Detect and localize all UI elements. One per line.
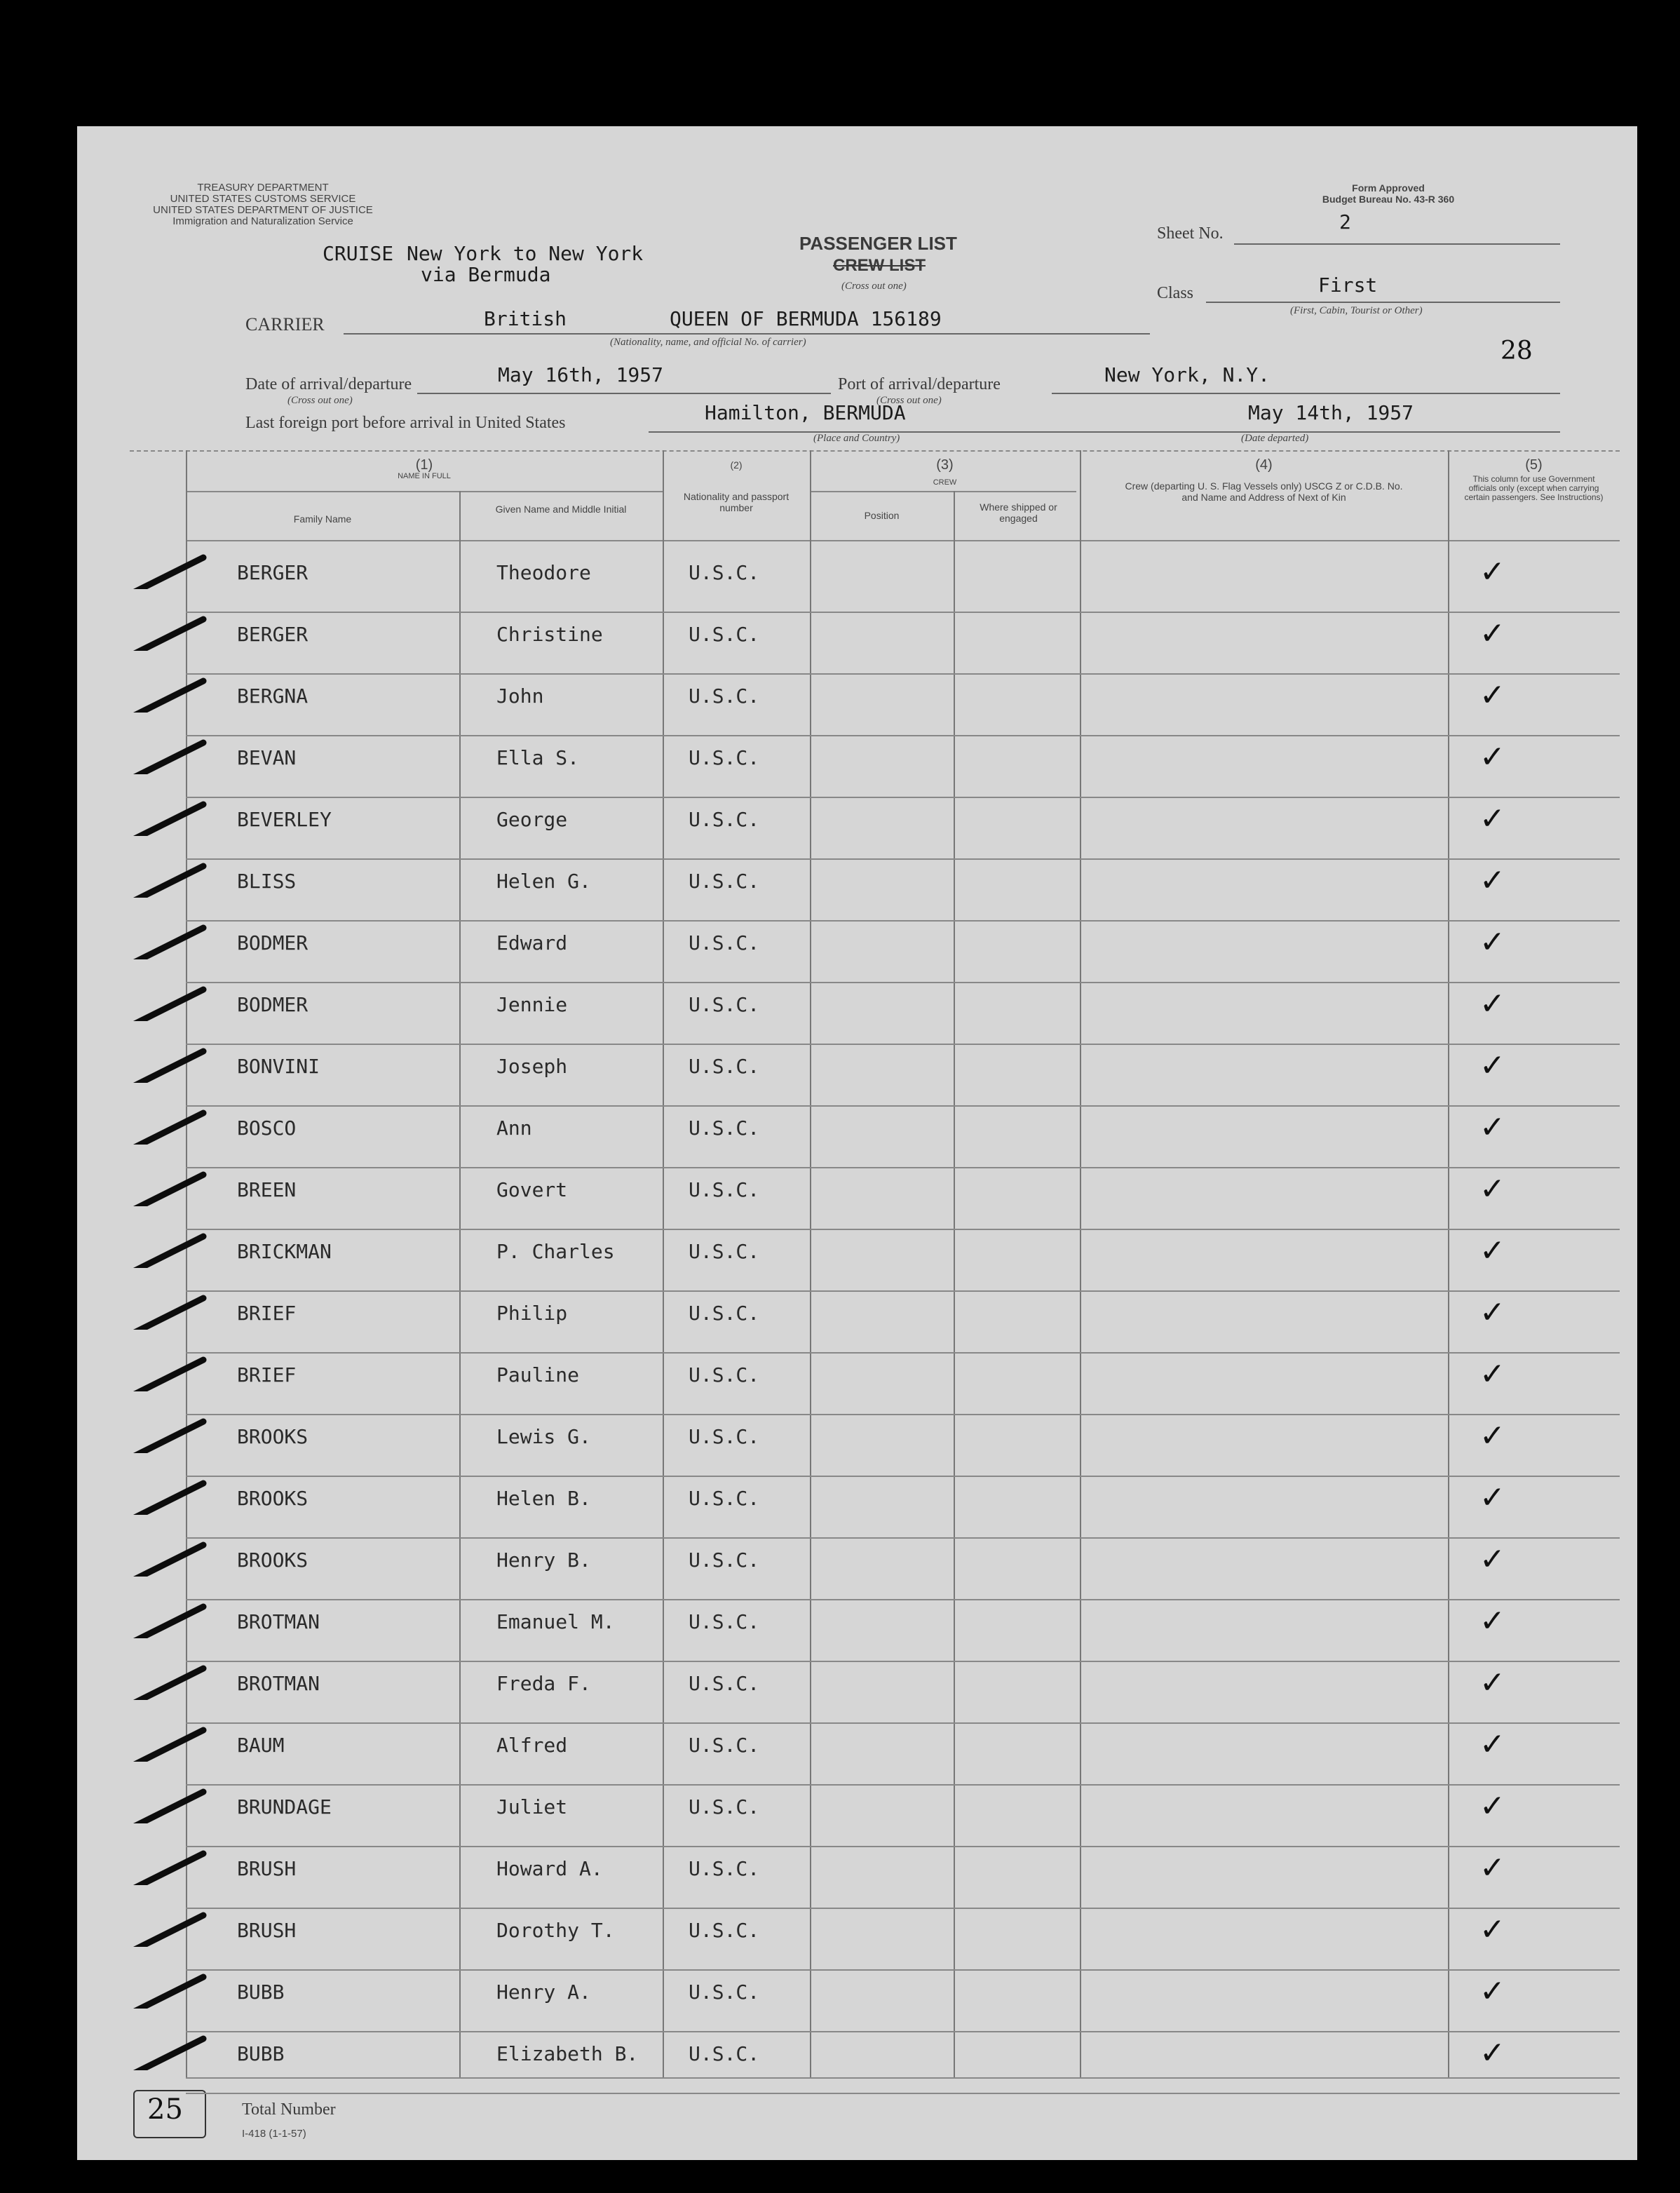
checkmark-icon: ✓	[1479, 1973, 1505, 2009]
tally-mark-icon	[126, 1788, 210, 1823]
shipped-header: Where shipped or engaged	[980, 501, 1057, 524]
cross-out-hint: (Cross out one)	[841, 281, 907, 292]
nationality-cell: U.S.C.	[689, 1055, 760, 1078]
total-value: 25	[147, 2093, 183, 2126]
family-name-cell: BRUSH	[237, 1857, 297, 1880]
cruise-label: CRUISE	[323, 242, 394, 265]
checkmark-icon: ✓	[1479, 1171, 1505, 1207]
port-cross-hint: (Cross out one)	[876, 395, 942, 406]
nationality-cell: U.S.C.	[689, 684, 760, 708]
given-name-cell: Alfred	[496, 1734, 568, 1757]
nationality-cell: U.S.C.	[689, 746, 760, 769]
tally-mark-icon	[126, 1048, 210, 1083]
tally-mark-icon	[126, 1912, 210, 1947]
given-name-cell: John	[496, 684, 544, 708]
family-name-cell: BRICKMAN	[237, 1240, 332, 1263]
nationality-cell: U.S.C.	[689, 1919, 760, 1942]
family-name-cell: BERGNA	[237, 684, 309, 708]
col-line	[1448, 450, 1449, 2077]
agency-line: UNITED STATES CUSTOMS SERVICE	[170, 193, 356, 205]
header-bottom-rule	[186, 540, 1620, 541]
checkmark-icon: ✓	[1479, 1048, 1505, 1084]
family-name-cell: BERGER	[237, 561, 309, 584]
nationality-cell: U.S.C.	[689, 1734, 760, 1757]
page-number: 28	[1501, 337, 1533, 365]
tally-mark-icon	[126, 554, 210, 589]
col2-number: (2)	[730, 459, 743, 471]
family-name-cell: BROOKS	[237, 1487, 309, 1510]
tally-mark-icon	[126, 1665, 210, 1700]
tally-mark-icon	[126, 1233, 210, 1268]
family-header: Family Name	[293, 513, 352, 525]
nationality-cell: U.S.C.	[689, 2042, 760, 2065]
date-value: May 16th, 1957	[498, 363, 664, 386]
family-name-cell: BODMER	[237, 993, 309, 1016]
checkmark-icon: ✓	[1479, 1295, 1505, 1330]
tally-mark-icon	[126, 616, 210, 651]
row-rule	[186, 1784, 1620, 1786]
given-name-cell: Ella S.	[496, 746, 580, 769]
family-name-cell: BAUM	[237, 1734, 285, 1757]
family-name-cell: BLISS	[237, 870, 297, 893]
checkmark-icon: ✓	[1479, 2035, 1505, 2071]
given-name-cell: Howard A.	[496, 1857, 603, 1880]
nationality-cell: U.S.C.	[689, 808, 760, 831]
row-rule	[186, 1908, 1620, 1909]
table-bottom-rule	[186, 2077, 1620, 2079]
tally-mark-icon	[126, 863, 210, 898]
nationality-cell: U.S.C.	[689, 993, 760, 1016]
row-rule	[186, 920, 1620, 922]
date-cross-hint: (Cross out one)	[287, 395, 353, 406]
family-name-cell: BOSCO	[237, 1116, 297, 1140]
tally-mark-icon	[126, 924, 210, 959]
given-name-cell: Helen B.	[496, 1487, 591, 1510]
agency-line: Immigration and Naturalization Service	[172, 215, 353, 227]
carrier-hint: (Nationality, name, and official No. of carrier)	[610, 337, 806, 348]
row-rule	[186, 735, 1620, 736]
given-name-cell: Jennie	[496, 993, 568, 1016]
family-name-cell: BROTMAN	[237, 1610, 320, 1633]
form-approved-line: Budget Bureau No. 43-R 360	[1322, 194, 1455, 205]
crew-header: CREW	[933, 478, 957, 487]
col-line	[810, 450, 811, 2077]
row-rule	[186, 1044, 1620, 1045]
sheet-label: Sheet No.	[1157, 224, 1224, 243]
family-name-cell: BREEN	[237, 1178, 297, 1201]
row-rule	[186, 2031, 1620, 2032]
family-name-cell: BROOKS	[237, 1548, 309, 1572]
row-rule	[186, 1846, 1620, 1847]
given-name-cell: P. Charles	[496, 1240, 615, 1263]
checkmark-icon: ✓	[1479, 1418, 1505, 1454]
tally-mark-icon	[126, 986, 210, 1021]
given-name-cell: Christine	[496, 623, 603, 646]
date-departed-value: May 14th, 1957	[1248, 401, 1414, 424]
row-rule	[186, 982, 1620, 983]
col1-header	[186, 459, 663, 482]
port-value: New York, N.Y.	[1104, 363, 1271, 386]
given-name-cell: Joseph	[496, 1055, 568, 1078]
tally-mark-icon	[126, 1356, 210, 1391]
form-code: I-418 (1-1-57)	[242, 2128, 306, 2140]
last-port-label: Last foreign port before arrival in United States	[245, 414, 566, 432]
class-label: Class	[1157, 284, 1194, 302]
class-value: First	[1318, 274, 1378, 297]
row-rule	[186, 1537, 1620, 1539]
place-hint: (Place and Country)	[813, 433, 900, 444]
tally-mark-icon	[126, 1603, 210, 1638]
tally-mark-icon	[126, 801, 210, 836]
carrier-name: QUEEN OF BERMUDA 156189	[670, 307, 942, 330]
checkmark-icon: ✓	[1479, 1788, 1505, 1824]
tally-mark-icon	[126, 1480, 210, 1515]
row-rule	[186, 797, 1620, 798]
checkmark-icon: ✓	[1479, 1541, 1505, 1577]
nationality-cell: U.S.C.	[689, 1116, 760, 1140]
given-name-cell: George	[496, 808, 568, 831]
family-name-cell: BUBB	[237, 2042, 285, 2065]
tally-mark-icon	[126, 1541, 210, 1577]
agency-header	[147, 182, 379, 227]
nationality-cell: U.S.C.	[689, 1795, 760, 1818]
last-port-underline	[649, 431, 1560, 433]
date-departed-hint: (Date departed)	[1241, 433, 1309, 444]
nationality-cell: U.S.C.	[689, 870, 760, 893]
col5-header: This column for use Government officials only (except when carrying certain passengers. See Instructions)	[1464, 474, 1604, 502]
list-title: PASSENGER LIST	[799, 233, 957, 254]
position-header: Position	[864, 510, 900, 521]
family-name-cell: BONVINI	[237, 1055, 320, 1078]
tally-mark-icon	[126, 1727, 210, 1762]
row-rule	[186, 2093, 1620, 2094]
row-rule	[186, 1352, 1620, 1354]
col-line	[954, 491, 955, 2077]
given-name-cell: Freda F.	[496, 1672, 591, 1695]
row-rule	[186, 1229, 1620, 1230]
family-name-cell: BEVAN	[237, 746, 297, 769]
nationality-cell: U.S.C.	[689, 1610, 760, 1633]
checkmark-icon: ✓	[1479, 801, 1505, 837]
port-underline	[1052, 393, 1560, 394]
nationality-cell: U.S.C.	[689, 1487, 760, 1510]
carrier-label: CARRIER	[245, 314, 325, 335]
manifest-sheet	[77, 126, 1637, 2160]
sheet-value: 2	[1339, 210, 1351, 234]
row-rule	[186, 1969, 1620, 1971]
family-name-cell: BEVERLEY	[237, 808, 332, 831]
row-rule	[186, 1167, 1620, 1168]
nationality-cell: U.S.C.	[689, 1981, 760, 2004]
family-name-cell: BRIEF	[237, 1302, 297, 1325]
family-name-cell: BRUSH	[237, 1919, 297, 1942]
family-name-cell: BERGER	[237, 623, 309, 646]
col1-number: (1)	[415, 457, 433, 473]
row-rule	[186, 1476, 1620, 1477]
sheet-underline	[1234, 243, 1560, 245]
nationality-cell: U.S.C.	[689, 1425, 760, 1448]
given-name-cell: Pauline	[496, 1363, 580, 1386]
given-name-cell: Emanuel M.	[496, 1610, 615, 1633]
row-rule	[186, 1661, 1620, 1662]
class-hint: (First, Cabin, Tourist or Other)	[1290, 305, 1423, 316]
col4-number: (4)	[1255, 457, 1273, 473]
checkmark-icon: ✓	[1479, 1109, 1505, 1145]
table-top-rule	[130, 450, 1620, 452]
row-rule	[186, 1599, 1620, 1600]
form-approved-line: Form Approved	[1352, 182, 1425, 194]
carrier-nationality: British	[484, 307, 567, 330]
last-port-value: Hamilton, BERMUDA	[705, 401, 906, 424]
nationality-cell: U.S.C.	[689, 1302, 760, 1325]
nationality-cell: U.S.C.	[689, 1857, 760, 1880]
given-name-cell: Theodore	[496, 561, 591, 584]
tally-mark-icon	[126, 1295, 210, 1330]
class-underline	[1206, 302, 1560, 303]
given-name-cell: Govert	[496, 1178, 568, 1201]
agency-line: TREASURY DEPARTMENT	[197, 182, 329, 194]
given-name-cell: Henry B.	[496, 1548, 591, 1572]
given-header: Given Name and Middle Initial	[495, 504, 627, 515]
family-name-cell: BUBB	[237, 1981, 285, 2004]
checkmark-icon: ✓	[1479, 677, 1505, 713]
nationality-cell: U.S.C.	[689, 623, 760, 646]
tally-mark-icon	[126, 1973, 210, 2009]
col5-number: (5)	[1525, 457, 1543, 473]
checkmark-icon: ✓	[1479, 1233, 1505, 1269]
row-rule	[186, 1414, 1620, 1415]
date-label: Date of arrival/departure	[245, 375, 412, 393]
checkmark-icon: ✓	[1479, 1912, 1505, 1948]
given-name-cell: Edward	[496, 931, 568, 954]
col1-sub: NAME IN FULL	[398, 472, 451, 480]
family-name-cell: BRUNDAGE	[237, 1795, 332, 1818]
given-name-cell: Elizabeth B.	[496, 2042, 639, 2065]
checkmark-icon: ✓	[1479, 739, 1505, 775]
checkmark-icon: ✓	[1479, 1727, 1505, 1762]
checkmark-icon: ✓	[1479, 554, 1505, 590]
tally-mark-icon	[126, 1109, 210, 1145]
nationality-cell: U.S.C.	[689, 1240, 760, 1263]
tally-mark-icon	[126, 677, 210, 713]
family-name-cell: BODMER	[237, 931, 309, 954]
carrier-underline	[344, 333, 1150, 335]
tally-mark-icon	[126, 1171, 210, 1206]
cruise-via: via Bermuda	[421, 263, 551, 286]
tally-mark-icon	[126, 739, 210, 774]
nationality-cell: U.S.C.	[689, 931, 760, 954]
agency-line: UNITED STATES DEPARTMENT OF JUSTICE	[153, 204, 373, 216]
checkmark-icon: ✓	[1479, 1603, 1505, 1639]
nationality-header: Nationality and passport number	[683, 491, 790, 513]
list-crew-crossed: CREW LIST	[833, 256, 926, 275]
date-underline	[417, 393, 831, 394]
row-rule	[186, 673, 1620, 675]
given-name-cell: Juliet	[496, 1795, 568, 1818]
col3-number: (3)	[936, 457, 954, 473]
given-name-cell: Dorothy T.	[496, 1919, 615, 1942]
nationality-cell: U.S.C.	[689, 1178, 760, 1201]
col-line	[459, 491, 461, 2077]
col-line	[1080, 450, 1081, 2077]
family-name-cell: BROOKS	[237, 1425, 309, 1448]
name-subhead-rule	[186, 491, 663, 492]
checkmark-icon: ✓	[1479, 924, 1505, 960]
total-label: Total Number	[242, 2100, 336, 2119]
nationality-cell: U.S.C.	[689, 1363, 760, 1386]
checkmark-icon: ✓	[1479, 1356, 1505, 1392]
checkmark-icon: ✓	[1479, 616, 1505, 652]
cruise-value: New York to New York	[407, 242, 644, 265]
checkmark-icon: ✓	[1479, 986, 1505, 1022]
tally-mark-icon	[126, 1418, 210, 1453]
checkmark-icon: ✓	[1479, 1850, 1505, 1886]
port-label: Port of arrival/departure	[838, 375, 1001, 393]
given-name-cell: Ann	[496, 1116, 532, 1140]
row-rule	[186, 1290, 1620, 1292]
nationality-cell: U.S.C.	[689, 1672, 760, 1695]
family-name-cell: BROTMAN	[237, 1672, 320, 1695]
nationality-cell: U.S.C.	[689, 561, 760, 584]
row-rule	[186, 1722, 1620, 1724]
crew-subhead-rule	[810, 491, 1076, 492]
checkmark-icon: ✓	[1479, 1480, 1505, 1516]
form-approved	[1290, 182, 1486, 205]
given-name-cell: Henry A.	[496, 1981, 591, 2004]
row-rule	[186, 858, 1620, 860]
row-rule	[186, 1105, 1620, 1107]
nationality-cell: U.S.C.	[689, 1548, 760, 1572]
given-name-cell: Lewis G.	[496, 1425, 591, 1448]
family-name-cell: BRIEF	[237, 1363, 297, 1386]
checkmark-icon: ✓	[1479, 863, 1505, 898]
col-line	[663, 450, 664, 2077]
tally-mark-icon	[126, 2035, 210, 2070]
given-name-cell: Helen G.	[496, 870, 591, 893]
checkmark-icon: ✓	[1479, 1665, 1505, 1701]
given-name-cell: Philip	[496, 1302, 568, 1325]
tally-mark-icon	[126, 1850, 210, 1885]
col4-header: Crew (departing U. S. Flag Vessels only) USCG Z or C.D.B. No. and Name and Address of Next of Kin	[1125, 480, 1403, 503]
row-rule	[186, 612, 1620, 613]
